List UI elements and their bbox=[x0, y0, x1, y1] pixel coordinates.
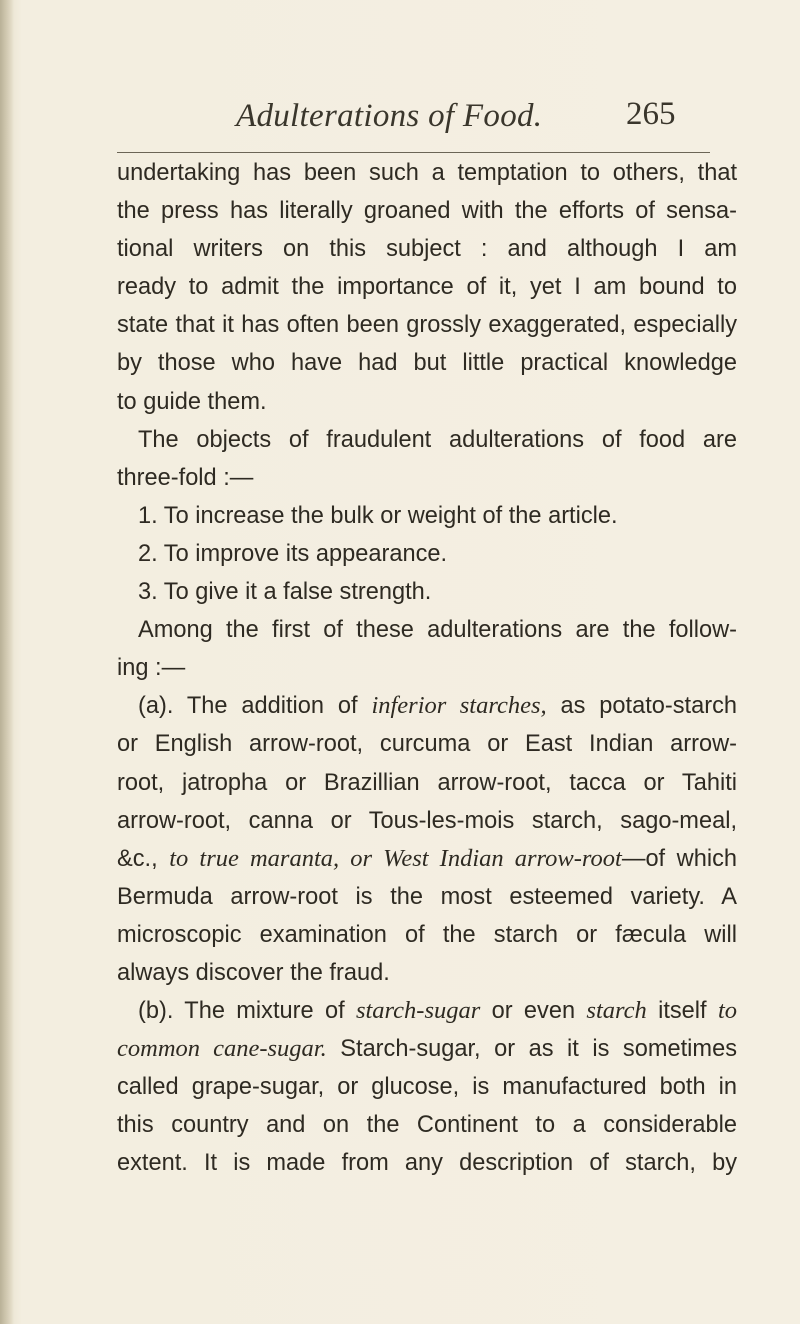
italic-run: starch bbox=[586, 997, 647, 1025]
text-line: by those who have had but little practical knowledge bbox=[117, 350, 737, 377]
text-run: (b). The mixture of bbox=[138, 998, 356, 1025]
text-run: —of which bbox=[621, 845, 737, 872]
italic-run: starch-sugar bbox=[355, 997, 481, 1025]
body-text bbox=[117, 154, 737, 1183]
italic-run: inferior starches, bbox=[371, 692, 547, 720]
text-line: Bermuda arrow-root is the most esteemed variety. A bbox=[117, 883, 737, 910]
text-line bbox=[117, 687, 737, 725]
header-rule bbox=[117, 152, 710, 153]
list-item: 2. To improve its appearance. bbox=[138, 540, 448, 567]
text-line bbox=[117, 992, 737, 1030]
text-line: ing :— bbox=[117, 655, 186, 682]
italic-run: common cane-sugar. bbox=[117, 1035, 327, 1063]
list-item: 1. To increase the bulk or weight of the article. bbox=[138, 502, 618, 529]
italic-run: to bbox=[717, 997, 737, 1025]
page-number: 265 bbox=[626, 96, 676, 132]
text-line: tional writers on this subject : and although I am bbox=[117, 236, 737, 263]
text-line: The objects of fraudulent adulterations of food are bbox=[138, 426, 737, 453]
text-line: ready to admit the importance of it, yet I am bound to bbox=[117, 274, 737, 301]
text-line: three-fold :— bbox=[117, 464, 254, 491]
text-run: itself bbox=[646, 998, 718, 1025]
text-line: extent. It is made from any description of starch, by bbox=[117, 1150, 737, 1177]
text-line: root, jatropha or Brazillian arrow-root, tacca or Tahiti bbox=[117, 769, 737, 796]
page-header bbox=[0, 88, 800, 138]
text-line: microscopic examination of the starch or fæcula will bbox=[117, 921, 737, 948]
text-run: or even bbox=[480, 998, 587, 1025]
text-run: as potato-starch bbox=[546, 693, 737, 720]
text-line: state that it has often been grossly exaggerated, especially bbox=[117, 312, 737, 339]
text-line: to guide them. bbox=[117, 388, 267, 415]
text-line: arrow-root, canna or Tous-les-mois starch, sago-meal, bbox=[117, 807, 737, 834]
text-run: (a). The addition of bbox=[138, 693, 372, 720]
text-line: or English arrow-root, curcuma or East Indian arrow- bbox=[117, 731, 737, 758]
running-title: Adulterations of Food. bbox=[236, 98, 543, 134]
text-line: called grape-sugar, or glucose, is manufactured both in bbox=[117, 1074, 737, 1101]
list-item: 3. To give it a false strength. bbox=[138, 579, 432, 606]
text-line: undertaking has been such a temptation to others, that bbox=[117, 160, 737, 186]
binding-shadow bbox=[0, 0, 14, 1324]
text-run: Starch-sugar, or as it is sometimes bbox=[326, 1036, 737, 1063]
text-line bbox=[117, 840, 737, 878]
text-line: always discover the fraud. bbox=[117, 959, 390, 986]
text-line: the press has literally groaned with the efforts of sensa- bbox=[117, 198, 737, 225]
text-run: &c., bbox=[117, 845, 170, 872]
text-line: this country and on the Continent to a considerable bbox=[117, 1112, 737, 1139]
text-line: Among the first of these adulterations are the follow- bbox=[138, 617, 737, 644]
italic-run: to true maranta, or West Indian arrow-root bbox=[169, 844, 622, 872]
text-line bbox=[117, 1030, 737, 1068]
